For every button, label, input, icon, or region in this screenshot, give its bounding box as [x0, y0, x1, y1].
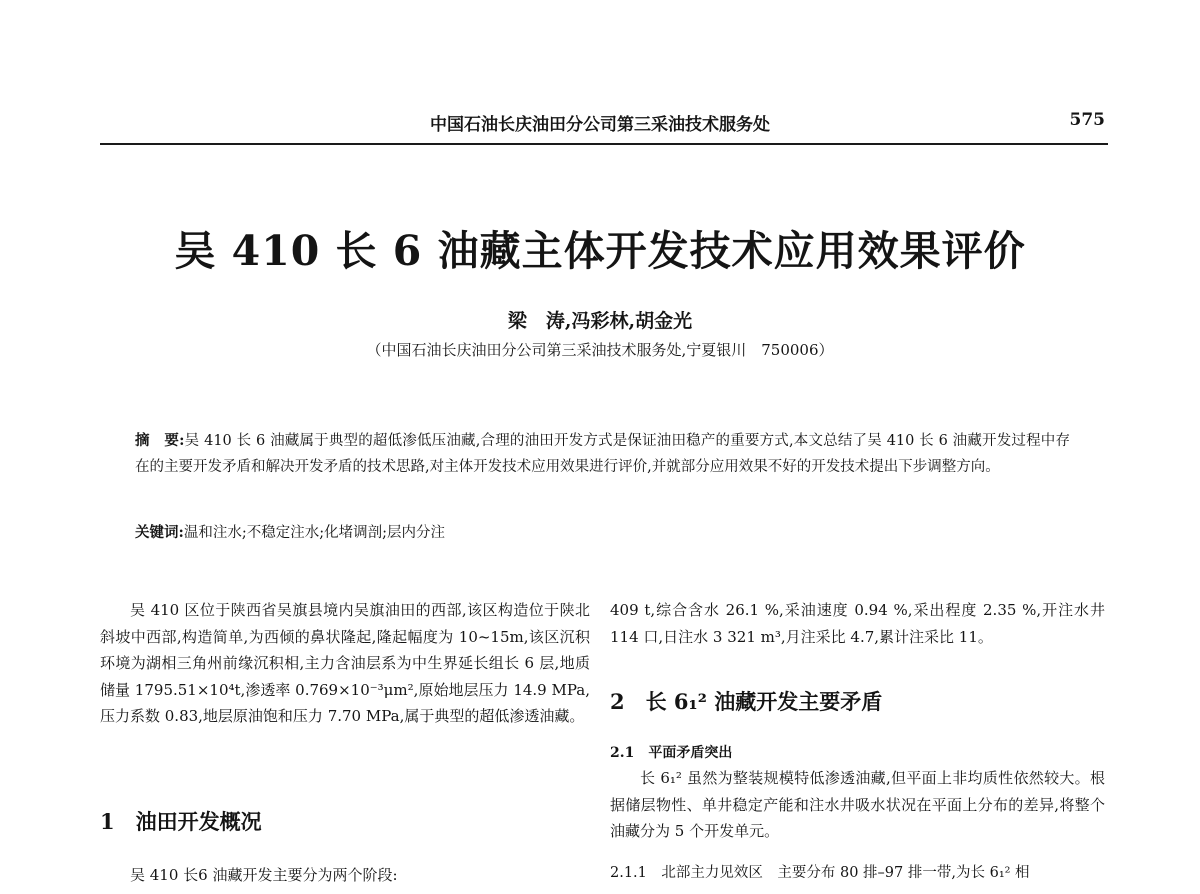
- subsection-2-1-paragraph: [610, 765, 1105, 845]
- left-column: [100, 597, 590, 730]
- right-column: [610, 597, 1105, 650]
- abstract-text: 吴 410 长 6 油藏属于典型的超低渗低压油藏,合理的油田开发方式是保证油田稳产的重要方式,本文总结了吴 410 长 6 油藏开发过程中存在的主要开发矛盾和解决开发矛盾的技术思路,对主体开发技术应用效果进行评价,并就部分应用效果不好的开发技术提出下步调整方向。: [135, 433, 1070, 475]
- paper-title: 吴 410 长 6 油藏主体开发技术应用效果评价: [174, 227, 1026, 275]
- section-2-heading: 2 长 6₁² 油藏开发主要矛盾: [610, 689, 883, 714]
- page-number: 575: [1069, 110, 1105, 130]
- subsection-2-1-heading: 2.1 平面矛盾突出: [610, 745, 733, 761]
- section-1-text: 吴 410 长6 油藏开发主要分为两个阶段:: [130, 866, 398, 884]
- keywords-text: 温和注水;不稳定注水;化堵调剖;层内分注: [183, 525, 446, 541]
- section-1-paragraph: [100, 862, 590, 888]
- abstract-label: 摘 要:: [135, 432, 185, 449]
- continued-paragraph: 409 t,综合含水 26.1 %,采油速度 0.94 %,采出程度 2.35 %,开注水井 114 口,日注水 3 321 m³,月注采比 4.7,累计注采比 11。: [610, 601, 1105, 646]
- affiliation: （中国石油长庆油田分公司第三采油技术服务处,宁夏银川 750006）: [366, 341, 834, 359]
- subsection-2-1-text: 长 6₁² 虽然为整装规模特低渗透油藏,但平面上非均质性依然较大。根据储层物性、单井稳定产能和注水井吸水状况在平面上分布的差异,将整个油藏分为 5 个开发单元。: [610, 769, 1105, 840]
- abstract: [135, 428, 1070, 480]
- keywords: [135, 521, 445, 542]
- intro-paragraph: 吴 410 区位于陕西省吴旗县境内吴旗油田的西部,该区构造位于陕北斜坡中西部,构造简单,为西倾的鼻状隆起,隆起幅度为 10~15m,该区沉积环境为湖相三角州前缘沉积相,主力含油层系为中生界延长组长 6 层,地质储量 1795.51×10⁴t,渗透率 0.769×10⁻³μm²,原始地层压力 14.9 MPa,压力系数 0.83,地层原油饱和压力 7.70 MPa,属于典型的超低渗透油藏。: [100, 601, 590, 725]
- header-rule: [100, 143, 1108, 145]
- keywords-label: 关键词:: [135, 524, 184, 541]
- author-list: 梁 涛,冯彩林,胡金光: [507, 310, 693, 332]
- section-1-heading: 1 油田开发概况: [100, 809, 262, 834]
- running-header: 中国石油长庆油田分公司第三采油技术服务处: [430, 115, 770, 134]
- subsection-2-1-1: 2.1.1 北部主力见效区 主要分布 80 排–97 排一带,为长 6₁² 相: [610, 865, 1030, 881]
